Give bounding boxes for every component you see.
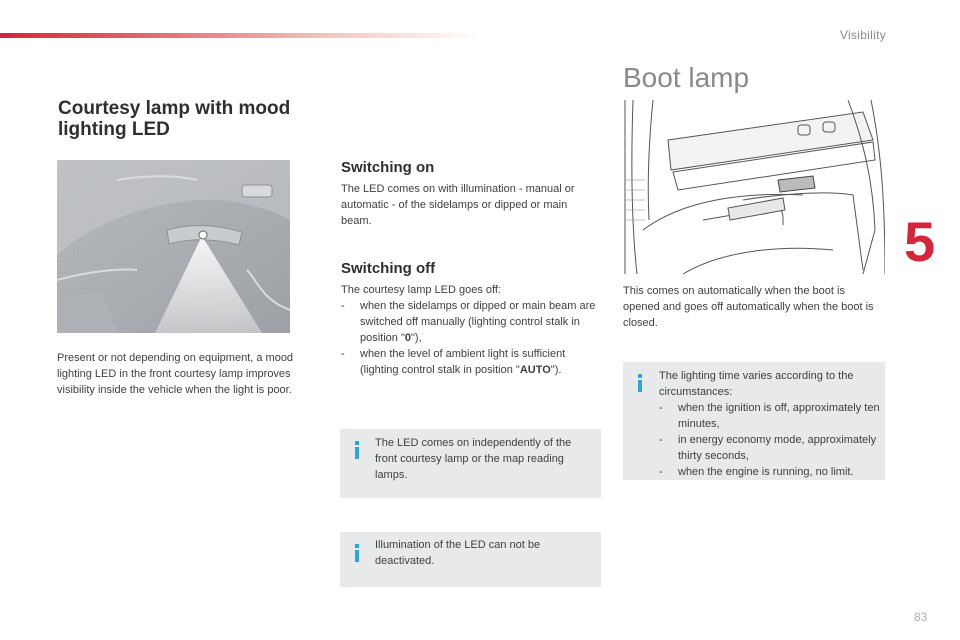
info-icon	[352, 441, 362, 459]
note-box-led-deactivate	[340, 532, 601, 587]
courtesy-lamp-illustration	[57, 160, 290, 333]
stalk-position-code: AUTO	[519, 364, 551, 376]
note-box-lighting-time	[623, 362, 885, 480]
list-item	[341, 346, 603, 378]
list-item-text: "),	[411, 332, 422, 344]
list-item-text: ").	[550, 364, 562, 376]
list-item-text: when the sidelamps or dipped or main beam are switched off manually (lighting control stalk in position "	[360, 300, 596, 344]
boot-lamp-description: This comes on automatically when the boot is opened and goes off automatically when the boot is closed.	[623, 285, 874, 329]
list-item-text: when the level of ambient light is sufficient (lighting control stalk in position "	[360, 348, 566, 376]
list-item: - in energy economy mode, approximately thirty seconds,	[659, 432, 881, 464]
switching-off-text	[341, 282, 603, 378]
switching-on-title: Switching on	[341, 159, 435, 176]
info-icon	[352, 544, 362, 562]
switching-on-text: The LED comes on with illumination - manual or automatic - of the sidelamps or dipped or main beam.	[341, 183, 575, 227]
note-box-led-independent	[340, 429, 601, 498]
switching-off-intro: The courtesy lamp LED goes off:	[341, 284, 501, 296]
note-intro: The lighting time varies according to the circumstances:	[659, 370, 854, 398]
stalk-position-code: 0	[404, 332, 412, 344]
courtesy-lamp-title: Courtesy lamp with mood lighting LED	[58, 98, 291, 140]
list-item	[341, 298, 603, 346]
boot-lamp-title: Boot lamp	[623, 62, 750, 93]
list-item: - when the engine is running, no limit.	[659, 464, 881, 480]
switching-off-list	[341, 298, 603, 378]
note-text	[659, 368, 881, 480]
chapter-number: 5	[904, 210, 936, 273]
lighting-time-list	[659, 400, 881, 480]
list-item: - when the ignition is off, approximately ten minutes,	[659, 400, 881, 432]
boot-lamp-illustration	[623, 100, 885, 274]
note-text: The LED comes on independently of the front courtesy lamp or the map reading lamps.	[375, 437, 572, 481]
courtesy-lamp-description: Present or not depending on equipment, a mood lighting LED in the front courtesy lamp improves visibility inside the vehicle when the light is poor.	[57, 352, 294, 396]
page-number: 83	[914, 610, 928, 624]
header-accent-bar	[0, 33, 480, 38]
note-text: Illumination of the LED can not be deactivated.	[375, 539, 541, 567]
info-icon	[635, 374, 645, 392]
section-label: Visibility	[839, 28, 886, 42]
switching-off-title: Switching off	[341, 260, 436, 277]
